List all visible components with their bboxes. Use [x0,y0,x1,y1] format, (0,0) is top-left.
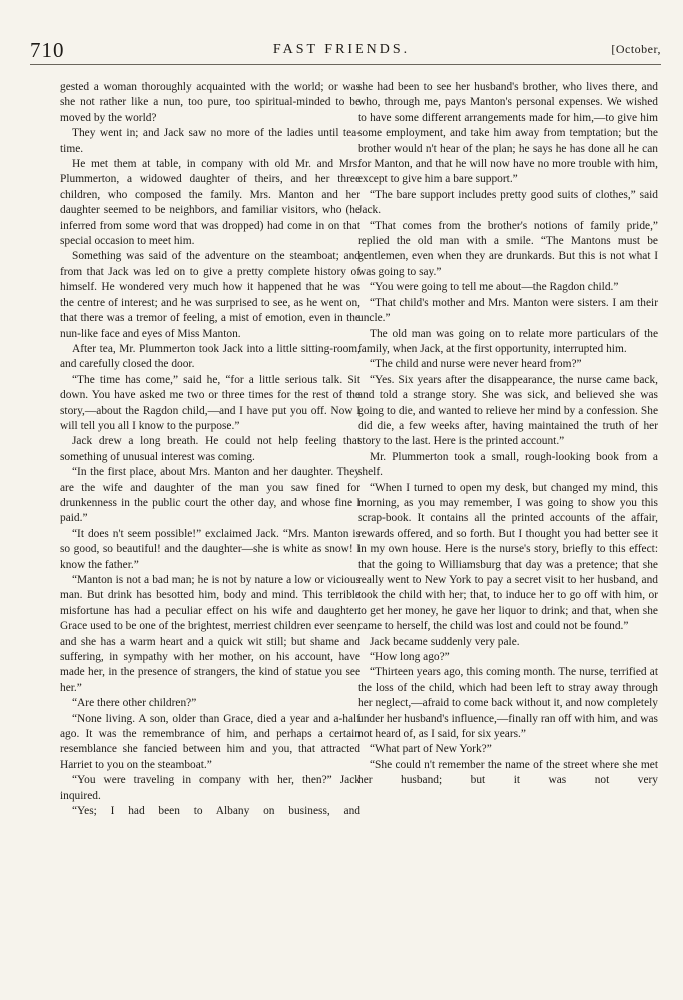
paragraph: “How long ago?” [370,651,450,664]
paragraph: Mr. Plummerton took a small, rough-looking book from a shelf. [358,450,658,479]
running-head: FAST FRIENDS. [272,42,411,57]
paragraph: “You were traveling in company with her, then?” Jack inquired. [60,774,360,802]
paragraph: “That comes from the brother's notions of family pride,” replied the old man with a smile. “The Mantons must be gentlemen, even when they are drunkards. But this is not what I was going to say.” [358,219,658,278]
paragraph: “Are there other children?” [72,697,197,710]
paragraph: After tea, Mr. Plummerton took Jack into a little sitting-room, and carefully closed the door. [60,342,360,371]
paragraph: “You were going to tell me about—the Ragdon child.” [370,281,619,294]
paragraph: gested a woman thoroughly acquainted with the world; or was she not rather like a nun, too pure, too spiritual-minded to be moved by the world? [60,81,360,124]
paragraph: “The time has come,” said he, “for a little serious talk. Sit down. You have asked me two or three times for the rest of the story,—about the Ragdon child,—and I have put you off. Now I will tell you all I know to the purpose.” [60,373,360,432]
paragraph: Jack drew a long breath. He could not help feeling that something of unusual interest was coming. [60,435,360,463]
paragraph: “Thirteen years ago, this coming month. The nurse, terrified at the loss of the child, which had been left to stray away through her neglect,—afraid to come back without it, and now completely under her husband's influence,—finally ran off with him, and was not heard of, as I said, for six years.” [358,666,658,741]
paragraph: she had been to see her husband's brother, who lives there, and who, through me, pays Manton's personal expenses. We wished to have some different arrangements made for him,—to give him some employment, and take him away from temptation; but the brother would n't hear of the plan; he says he has done all he can for Manton, and that he will now have no more trouble with him, except to give him a bare support.” [358,81,658,186]
paragraph: “She could n't remember the name of the street where she met her husband; but it was not very [358,758,658,787]
paragraph: “In the first place, about Mrs. Manton and her daughter. They are the wife and daughter of the man you saw fined for drunkenness in the public court the other day, and whose fine I paid.” [60,466,360,525]
paragraph: “Manton is not a bad man; he is not by nature a low or vicious man. But drink has besotted him, body and mind. This terrible misfortune has had a peculiar effect on his wife and daughter. Grace used to be one of the brightest, merriest children ever seen; and she has a warm heart and a quick wit still; but shame and suffering, in sympathy with her mother, on his account, have made her, in the presence of strangers, the kind of statue you see her.” [60,574,360,694]
text-column-left [60,80,360,820]
paragraph: “Yes. Six years after the disappearance, the nurse came back, and told a strange story. She was sick, and believed she was going to die, and wanted to relieve her mind by a confession. She did die, a few weeks after, having maintained the truth of her story to the last. Here is the printed account.” [358,373,658,448]
issue-month: [October, [611,42,661,56]
paragraph: Jack became suddenly very pale. [370,635,520,648]
paragraph: “It does n't seem possible!” exclaimed Jack. “Mrs. Manton is so good, so beautiful! and the daughter—she is white as snow! I know the father.” [60,527,360,571]
paragraph: “The bare support includes pretty good suits of clothes,” said Jack. [358,188,658,217]
paragraph: “What part of New York?” [370,743,492,756]
paragraph: “That child's mother and Mrs. Manton were sisters. I am their uncle.” [358,296,658,325]
paragraph: “Yes; I had been to Albany on business, and [72,805,360,818]
paragraph: He met them at table, in company with old Mr. and Mrs. Plummerton, a widowed daughter of theirs, and her three children, who composed the family. Mrs. Manton and her daughter seemed to be neighbors, and familiar visitors, who (he inferred from some word that was dropped) had come in on that special occasion to meet him. [60,158,360,248]
header-rule [30,64,661,65]
paragraph: Something was said of the adventure on the steamboat; and from that Jack was led on to give a pretty complete history of himself. He wondered very much how it happened that he was the centre of interest; and he was surprised to see, as he went on, that there was a tremor of feeling, a mist of emotion, even in the nun-like face and eyes of Miss Manton. [60,250,360,340]
paragraph: “When I turned to open my desk, but changed my mind, this morning, as you may remember, I was going to show you this scrap-book. It contains all the printed accounts of the affair, rewards offered, and so forth. But I thought you had better see it in my own house. Here is the nurse's story, briefly to this effect: that the going to Williamsburg that day was a pretence; that she really went to New York to pay a secret visit to her husband, and took the child with her; that, to induce her to go off with him, or to get her money, he gave her liquor to drink; and that, when she came to herself, the child was lost and could not be found.” [358,481,658,633]
paragraph: “The child and nurse were never heard from?” [370,358,582,371]
text-column-right [358,80,658,789]
page-number: 710 [30,38,65,62]
paragraph: They went in; and Jack saw no more of the ladies until tea-time. [60,127,360,155]
paragraph: The old man was going on to relate more particulars of the family, when Jack, at the first opportunity, interrupted him. [358,327,658,355]
paragraph: “None living. A son, older than Grace, died a year and a-half ago. It was the remembrance of him, and perhaps a certain resemblance she fancied between him and you, that attracted Harriet to you on the steamboat.” [60,712,360,771]
